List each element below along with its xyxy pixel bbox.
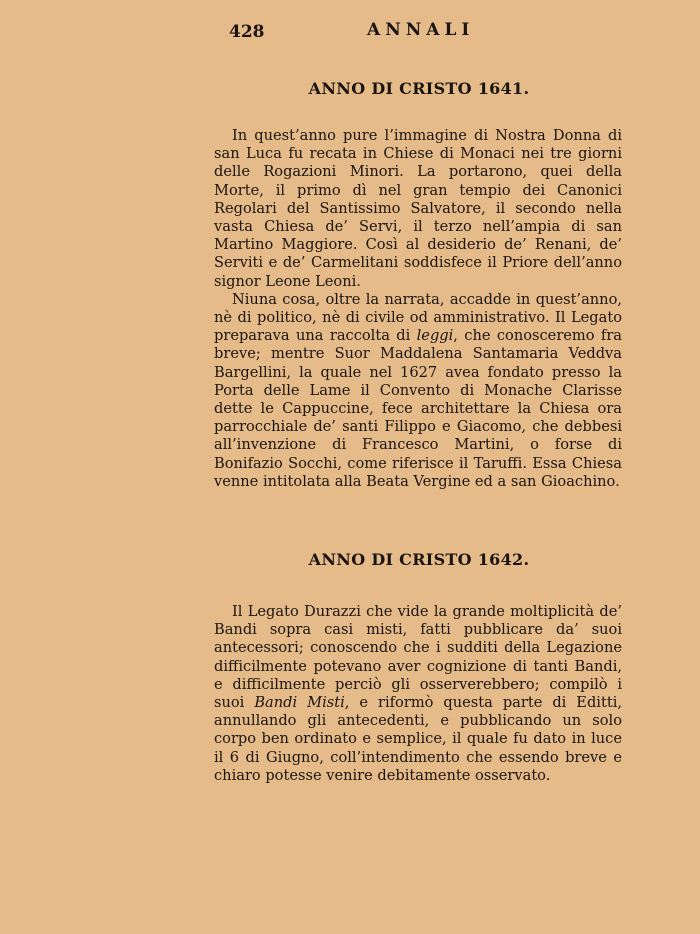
section-title-1641: ANNO DI CRISTO 1641. — [308, 79, 530, 98]
paragraph: Niuna cosa, oltre la narrata, accadde in quest’anno, nè di politico, nè di civile od amministrativo. Il Legato preparava una raccolta di leggi, che conosceremo fra breve; mentre Suor Maddalena Santamaria Veddva Bargellini, la quale nel 1627 avea fondato presso la Porta delle Lame il Convento di Monache Clarisse dette le Cappuccine, fece architettare la Chiesa ora parrocchiale de’ santi Filippo e Giacomo, che debbesi all’invenzione di Francesco Martini, o forse di Bonifazio Socchi, come riferisce il Taruffi. Essa Chiesa venne intitolata alla Beata Vergine ed a san Gioachino. — [214, 290, 622, 490]
section-body-1641 — [214, 127, 622, 491]
running-head — [0, 18, 700, 44]
section-body-1642 — [214, 603, 622, 785]
running-title: ANNALI — [367, 20, 475, 40]
paragraph: In quest’anno pure l’immagine di Nostra Donna di san Luca fu recata in Chiese di Monaci nei tre giorni delle Rogazioni Minori. La portarono, quei della Morte, il primo dì nel gran tempio dei Canonici Regolari del Santissimo Salvatore, il secondo nella vasta Chiesa de’ Servi, il terzo nell’ampia di san Martino Maggiore. Così al desiderio de’ Renani, de’ Serviti e de’ Carmelitani soddisfece il Priore dell’anno signor Leone Leoni. — [214, 127, 622, 290]
section-title-1642: ANNO DI CRISTO 1642. — [308, 550, 530, 569]
paragraph: Il Legato Durazzi che vide la grande moltiplicità de’ Bandi sopra casi misti, fatti pubblicare da’ suoi antecessori; conoscendo che i sudditi della Legazione difficilmente potevano aver cognizione di tanti Bandi, e difficilmente perciò gli osserverebbero; compilò i suoi Bandi Misti, e riformò questa parte di Editti, annullando gli antecedenti, e pubblicando un solo corpo ben ordinato e semplice, il quale fu dato in luce il 6 di Giugno, coll’intendimento che essendo breve e chiaro potesse venire debitamente osservato. — [214, 603, 623, 784]
page-number: 428 — [229, 22, 265, 42]
